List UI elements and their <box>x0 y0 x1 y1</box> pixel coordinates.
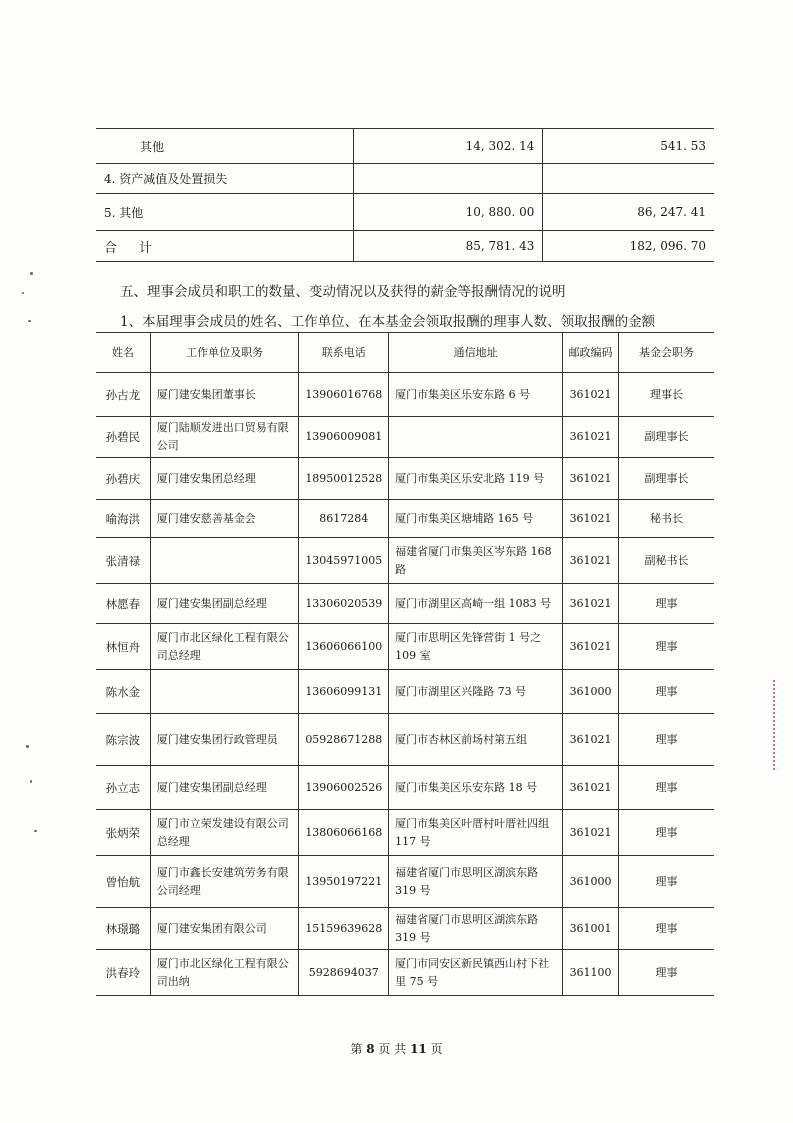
member-zip: 361021 <box>563 584 619 624</box>
member-phone: 5928694037 <box>299 950 389 996</box>
member-unit: 厦门市北区绿化工程有限公司总经理 <box>150 624 299 670</box>
footer-total-pages: 11 <box>410 1042 427 1056</box>
member-name: 孙古龙 <box>96 373 150 417</box>
member-unit: 厦门市鑫长安建筑劳务有限公司经理 <box>150 856 299 908</box>
member-name: 喻海洪 <box>96 500 150 538</box>
member-name: 孙碧民 <box>96 417 150 458</box>
member-phone: 13906016768 <box>299 373 389 417</box>
member-zip: 361001 <box>563 908 619 950</box>
member-role: 理事 <box>619 584 714 624</box>
financial-value-previous: 182, 096. 70 <box>543 231 714 262</box>
member-phone: 13906002526 <box>299 766 389 810</box>
member-role: 理事 <box>619 766 714 810</box>
financial-value-current <box>353 164 543 194</box>
footer-page-number: 8 <box>366 1042 375 1056</box>
table-row <box>96 373 714 417</box>
financial-value-previous: 86, 247. 41 <box>543 194 714 231</box>
member-unit: 厦门建安集团有限公司 <box>150 908 299 950</box>
member-unit: 厦门建安集团副总经理 <box>150 766 299 810</box>
header-address: 通信地址 <box>389 333 563 373</box>
member-role: 理事长 <box>619 373 714 417</box>
member-unit <box>150 670 299 714</box>
member-phone: 13806066168 <box>299 810 389 856</box>
table-row <box>96 714 714 766</box>
member-role: 副理事长 <box>619 417 714 458</box>
member-address: 厦门市同安区新民镇西山村下社里 75 号 <box>389 950 563 996</box>
member-phone: 13950197221 <box>299 856 389 908</box>
financial-value-current: 10, 880. 00 <box>353 194 543 231</box>
header-name: 姓名 <box>96 333 150 373</box>
member-address: 厦门市湖里区兴隆路 73 号 <box>389 670 563 714</box>
member-role: 理事 <box>619 810 714 856</box>
scan-speck <box>28 320 31 322</box>
member-phone: 18950012528 <box>299 458 389 500</box>
member-zip: 361021 <box>563 714 619 766</box>
member-address: 厦门市集美区塘埔路 165 号 <box>389 500 563 538</box>
table-row <box>96 856 714 908</box>
member-name: 林恒舟 <box>96 624 150 670</box>
member-address: 厦门市杏林区前场村第五组 <box>389 714 563 766</box>
financial-label: 4. 资产减值及处置损失 <box>96 164 353 194</box>
member-address: 福建省厦门市思明区湖滨东路 319 号 <box>389 856 563 908</box>
financial-value-current: 85, 781. 43 <box>353 231 543 262</box>
stamp-edge <box>773 680 793 770</box>
financial-label: 合计 <box>96 231 353 262</box>
header-phone: 联系电话 <box>299 333 389 373</box>
member-name: 张清禄 <box>96 538 150 584</box>
member-name: 林璟璐 <box>96 908 150 950</box>
table-row <box>96 500 714 538</box>
member-role: 理事 <box>619 670 714 714</box>
footer-suffix: 页 <box>430 1042 443 1056</box>
member-zip: 361021 <box>563 373 619 417</box>
financial-value-current: 14, 302. 14 <box>353 129 543 164</box>
table-row <box>96 458 714 500</box>
financial-value-previous <box>543 164 714 194</box>
member-address: 厦门市思明区先锋营街 1 号之 109 室 <box>389 624 563 670</box>
member-phone: 15159639628 <box>299 908 389 950</box>
member-unit: 厦门建安集团副总经理 <box>150 584 299 624</box>
financial-table <box>96 128 714 262</box>
member-unit: 厦门建安集团总经理 <box>150 458 299 500</box>
scan-speck <box>30 780 32 783</box>
member-zip: 361000 <box>563 856 619 908</box>
member-name: 陈宗波 <box>96 714 150 766</box>
member-unit: 厦门陆顺发进出口贸易有限公司 <box>150 417 299 458</box>
header-zip: 邮政编码 <box>563 333 619 373</box>
member-address: 福建省厦门市思明区湖滨东路 319 号 <box>389 908 563 950</box>
member-role: 理事 <box>619 624 714 670</box>
table-row <box>96 538 714 584</box>
member-zip: 361021 <box>563 458 619 500</box>
member-address: 福建省厦门市集美区岑东路 168 路 <box>389 538 563 584</box>
member-address: 厦门市湖里区高崎一组 1083 号 <box>389 584 563 624</box>
member-unit: 厦门建安慈善基金会 <box>150 500 299 538</box>
member-role: 理事 <box>619 714 714 766</box>
section-heading: 五、理事会成员和职工的数量、变动情况以及获得的薪金等报酬情况的说明 <box>120 284 566 300</box>
financial-row <box>96 164 714 194</box>
table-row <box>96 908 714 950</box>
member-unit: 厦门建安集团行政管理员 <box>150 714 299 766</box>
table-row <box>96 950 714 996</box>
scan-speck <box>22 292 24 294</box>
member-name: 林愿春 <box>96 584 150 624</box>
member-unit: 厦门市立荣发建设有限公司总经理 <box>150 810 299 856</box>
scan-speck <box>26 745 29 748</box>
member-role: 理事 <box>619 856 714 908</box>
member-phone: 13906009081 <box>299 417 389 458</box>
member-unit: 厦门市北区绿化工程有限公司出纳 <box>150 950 299 996</box>
member-name: 孙立志 <box>96 766 150 810</box>
member-phone: 8617284 <box>299 500 389 538</box>
member-phone: 13606066100 <box>299 624 389 670</box>
subsection-heading: 1、本届理事会成员的姓名、工作单位、在本基金会领取报酬的理事人数、领取报酬的金额 <box>120 314 656 330</box>
member-name: 张炳荣 <box>96 810 150 856</box>
member-zip: 361021 <box>563 500 619 538</box>
member-phone: 13606099131 <box>299 670 389 714</box>
member-address: 厦门市集美区叶厝村叶厝社四组 117 号 <box>389 810 563 856</box>
member-role: 副理事长 <box>619 458 714 500</box>
member-name: 陈水金 <box>96 670 150 714</box>
member-name: 孙碧庆 <box>96 458 150 500</box>
member-zip: 361021 <box>563 624 619 670</box>
member-phone: 13045971005 <box>299 538 389 584</box>
member-zip: 361021 <box>563 417 619 458</box>
financial-label: 其他 <box>96 129 353 164</box>
member-unit <box>150 538 299 584</box>
members-table <box>96 332 714 996</box>
header-unit: 工作单位及职务 <box>150 333 299 373</box>
scan-speck <box>30 272 33 275</box>
member-zip: 361021 <box>563 766 619 810</box>
member-zip: 361000 <box>563 670 619 714</box>
footer-prefix: 第 <box>350 1042 363 1056</box>
financial-label: 5. 其他 <box>96 194 353 231</box>
member-zip: 361021 <box>563 538 619 584</box>
table-row <box>96 810 714 856</box>
financial-value-previous: 541. 53 <box>543 129 714 164</box>
member-role: 秘书长 <box>619 500 714 538</box>
table-row <box>96 584 714 624</box>
members-header-row <box>96 333 714 373</box>
member-role: 副秘书长 <box>619 538 714 584</box>
table-row <box>96 670 714 714</box>
table-row <box>96 766 714 810</box>
member-phone: 13306020539 <box>299 584 389 624</box>
financial-row <box>96 194 714 231</box>
table-row <box>96 624 714 670</box>
member-address: 厦门市集美区乐安北路 119 号 <box>389 458 563 500</box>
member-address: 厦门市集美区乐安东路 18 号 <box>389 766 563 810</box>
financial-row <box>96 231 714 262</box>
member-unit: 厦门建安集团董事长 <box>150 373 299 417</box>
member-name: 洪春玲 <box>96 950 150 996</box>
header-role: 基金会职务 <box>619 333 714 373</box>
footer-mid: 页 共 <box>378 1042 407 1056</box>
member-role: 理事 <box>619 908 714 950</box>
member-address: 厦门市集美区乐安东路 6 号 <box>389 373 563 417</box>
member-zip: 361100 <box>563 950 619 996</box>
member-zip: 361021 <box>563 810 619 856</box>
table-row <box>96 417 714 458</box>
member-phone: 05928671288 <box>299 714 389 766</box>
member-address <box>389 417 563 458</box>
financial-row <box>96 129 714 164</box>
scan-speck <box>34 830 37 832</box>
page-footer <box>0 1040 793 1057</box>
member-role: 理事 <box>619 950 714 996</box>
member-name: 曾怡航 <box>96 856 150 908</box>
